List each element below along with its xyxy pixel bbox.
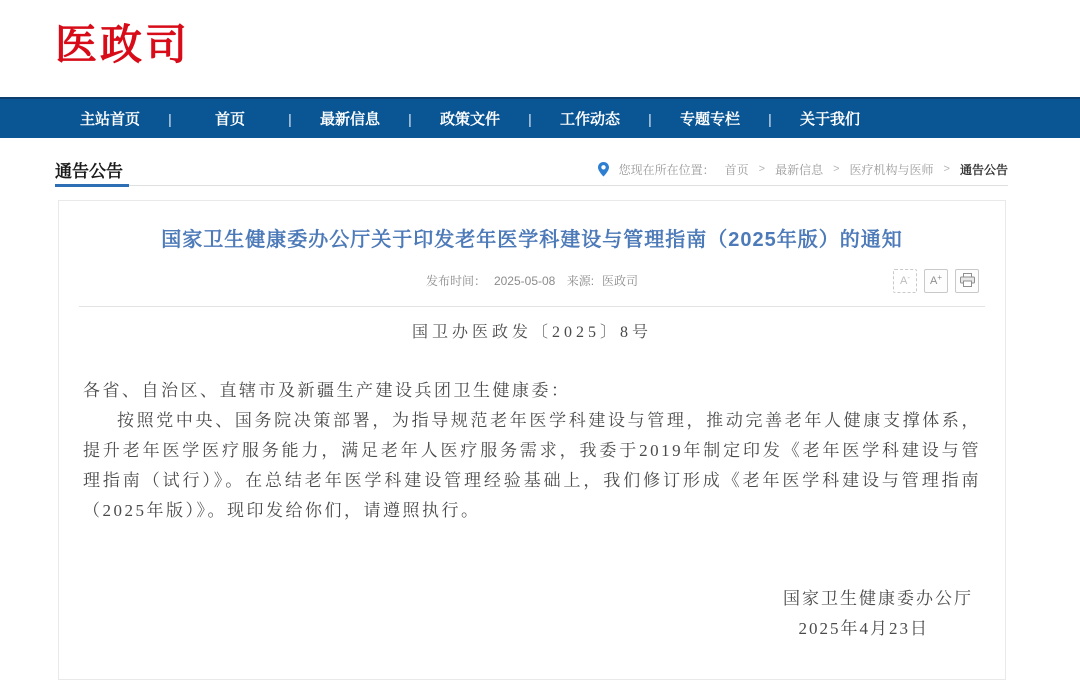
main-navigation [0, 97, 1080, 138]
document-number: 国卫办医政发〔2025〕8号 [411, 324, 652, 341]
document-body [83, 376, 981, 526]
body-paragraph: 按照党中央、国务院决策部署，为指导规范老年医学科建设与管理，推动完善老年人健康支撑体系，提升老年医学医疗服务能力，满足老年人医疗服务需求，我委于2019年制定印发《老年医学科建设与管理指南（试行）》。在总结老年医学科建设管理经验基础上，我们修订形成《老年医学科建设与管理指南（2025年版）》。现印发给你们，请遵照执行。 [83, 411, 981, 520]
nav-item-work-updates[interactable]: 工作动态 [559, 111, 620, 128]
breadcrumb [598, 161, 1008, 178]
article-meta-row [59, 268, 1005, 294]
site-header [0, 0, 1080, 97]
meta-divider [79, 306, 985, 307]
nav-item-policy-documents[interactable]: 政策文件 [439, 111, 500, 128]
breadcrumb-item-home[interactable]: 首页 [724, 162, 749, 177]
issue-date: 2025年4月23日 [798, 619, 929, 638]
article-tools [893, 269, 979, 293]
breadcrumb-item-medical-institutions[interactable]: 医疗机构与医师 [849, 162, 934, 177]
article-meta [59, 268, 1005, 294]
salutation: 各省、自治区、直辖市及新疆生产建设兵团卫生健康委： [83, 381, 571, 400]
site-logo[interactable]: 医政司 [55, 21, 191, 68]
font-decrease-button[interactable] [893, 269, 917, 293]
nav-item-main-site-home[interactable]: 主站首页 [79, 111, 140, 128]
nav-item-latest-news[interactable]: 最新信息 [319, 111, 380, 128]
nav-separator: | [168, 110, 172, 127]
nav-separator: | [408, 110, 412, 127]
nav-separator: | [768, 110, 772, 127]
breadcrumb-separator: > [833, 163, 840, 175]
nav-separator: | [528, 110, 532, 127]
article-title: 国家卫生健康委办公厅关于印发老年医学科建设与管理指南（2025年版）的通知 [161, 229, 903, 251]
font-increase-label: A [929, 274, 938, 287]
font-decrease-sign: - [907, 273, 910, 282]
breadcrumb-item-latest-news[interactable]: 最新信息 [775, 162, 824, 177]
source-value: 医政司 [602, 274, 639, 288]
section-title: 通告公告 [55, 153, 123, 185]
nav-separator: | [288, 110, 292, 127]
print-button[interactable] [955, 269, 979, 293]
printer-icon [960, 273, 975, 290]
signature-block [59, 584, 1005, 644]
nav-item-special-columns[interactable]: 专题专栏 [679, 111, 740, 128]
nav-item-home[interactable]: 首页 [214, 111, 245, 128]
breadcrumb-bar [55, 153, 1008, 186]
breadcrumb-item-current: 通告公告 [959, 162, 1008, 177]
article-card [58, 200, 1006, 680]
publish-time-value: 2025-05-08 [493, 274, 556, 288]
publish-time-label: 发布时间： [425, 274, 486, 288]
font-increase-button[interactable] [924, 269, 948, 293]
font-increase-sign: + [937, 273, 942, 282]
breadcrumb-separator: > [758, 163, 766, 175]
nav-separator: | [648, 110, 652, 127]
font-decrease-label: A [899, 274, 908, 287]
issuing-office: 国家卫生健康委办公厅 [783, 589, 973, 608]
breadcrumb-separator: > [943, 163, 950, 175]
location-pin-icon [598, 162, 609, 177]
source-label: 来源: [566, 274, 595, 288]
breadcrumb-location-label: 您现在所在位置： [618, 162, 715, 177]
nav-item-about-us[interactable]: 关于我们 [799, 111, 860, 128]
